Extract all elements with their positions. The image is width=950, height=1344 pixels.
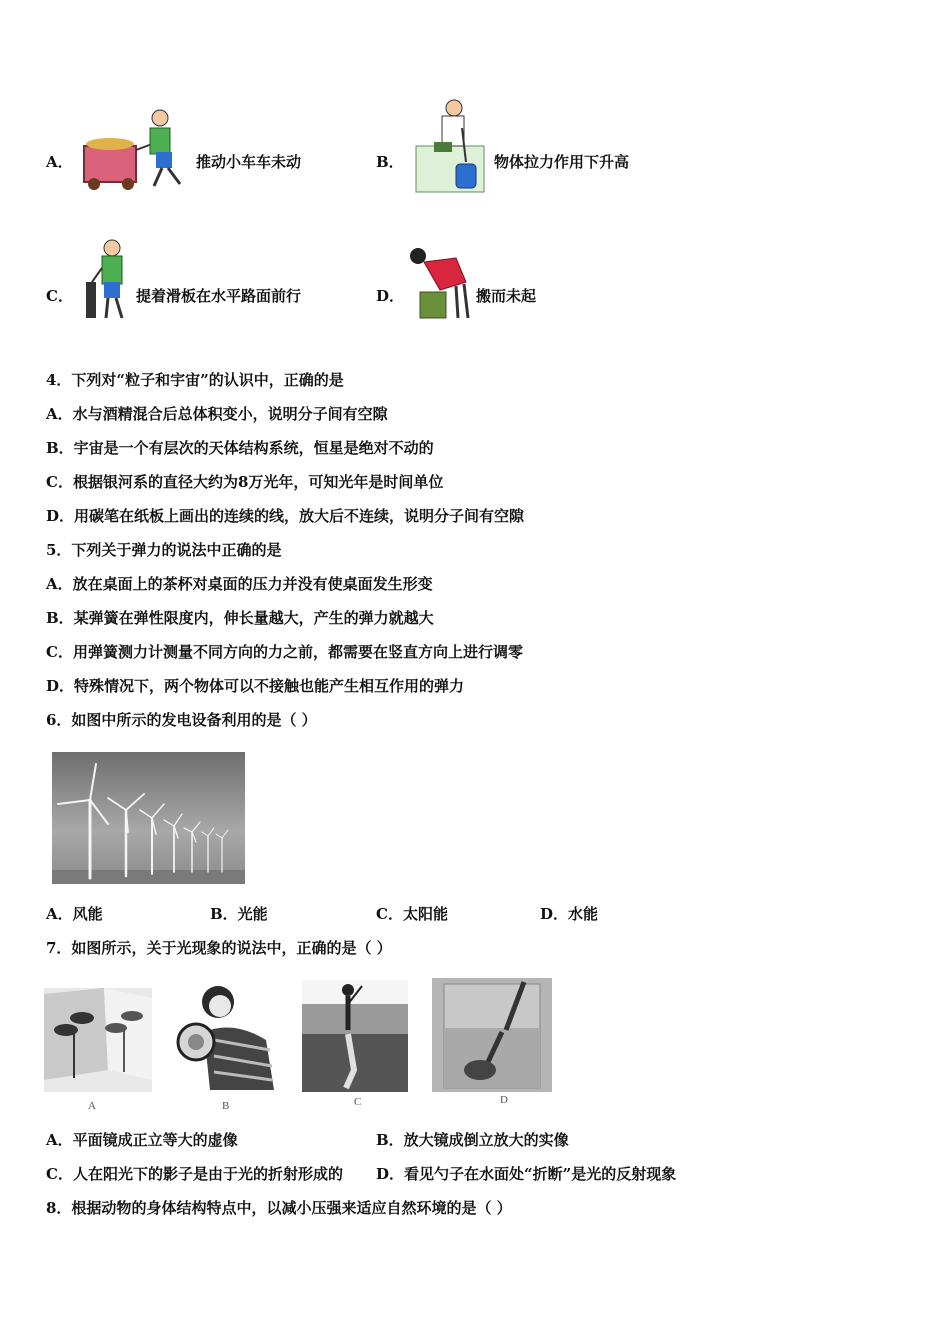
q7-stem: 7．如图所示，关于光现象的说法中，正确的是（ ） <box>46 939 392 957</box>
q3-option-b-letter: B． <box>376 153 404 171</box>
q5-option-d: D．特殊情况下，两个物体可以不接触也能产生相互作用的弹力 <box>46 677 465 695</box>
q4-option-a: A．水与酒精混合后总体积变小，说明分子间有空隙 <box>46 405 388 423</box>
q6-option-b: B．光能 <box>210 905 268 923</box>
sunlight-shadow-photo <box>302 980 408 1092</box>
q3-option-d-text: 搬而未起 <box>476 287 537 305</box>
q7-option-c: C．人在阳光下的影子是由于光的折射形成的 <box>46 1165 343 1183</box>
wind-turbines-photo <box>52 752 245 884</box>
q5-stem: 5．下列关于弹力的说法中正确的是 <box>46 541 282 559</box>
q6-option-a: A．风能 <box>46 905 103 923</box>
q5-option-a: A．放在桌面上的茶杯对桌面的压力并没有使桌面发生形变 <box>46 575 433 593</box>
mirror-plant-photo <box>44 988 152 1092</box>
magnifier-person-photo <box>174 980 278 1092</box>
q4-option-c: C．根据银河系的直径大约为8万光年，可知光年是时间单位 <box>46 473 444 491</box>
q5-option-c: C．用弹簧测力计测量不同方向的力之前，都需要在竖直方向上进行调零 <box>46 643 523 661</box>
q3-option-c-letter: C． <box>46 287 73 305</box>
q6-stem: 6．如图中所示的发电设备利用的是（ ） <box>46 711 317 729</box>
q3-option-a-letter: A． <box>46 153 73 171</box>
q3-option-b-text: 物体拉力作用下升高 <box>494 153 630 171</box>
fail-to-lift-illustration <box>406 242 476 324</box>
q7-image-label-c: C <box>354 1096 362 1108</box>
q6-option-c: C．太阳能 <box>376 905 448 923</box>
q3-option-c-text: 提着滑板在水平路面前行 <box>136 287 302 305</box>
q7-option-d: D．看见勺子在水面处“折断”是光的反射现象 <box>376 1165 677 1183</box>
q4-stem: 4．下列对“粒子和宇宙”的认识中，正确的是 <box>46 371 344 389</box>
q7-option-a: A．平面镜成正立等大的虚像 <box>46 1131 238 1149</box>
q3-option-a-text: 推动小车车未动 <box>196 153 302 171</box>
q6-option-d: D．水能 <box>540 905 599 923</box>
push-cart-illustration <box>78 104 190 194</box>
spoon-in-water-photo <box>432 978 552 1092</box>
q3-option-d-letter: D． <box>376 287 405 305</box>
lift-object-illustration <box>412 98 488 196</box>
q7-option-b: B．放大镜成倒立放大的实像 <box>376 1131 569 1149</box>
q5-option-b: B．某弹簧在弹性限度内，伸长量越大，产生的弹力就越大 <box>46 609 434 627</box>
q8-stem: 8．根据动物的身体结构特点中，以减小压强来适应自然环境的是（ ） <box>46 1199 512 1217</box>
q4-option-b: B．宇宙是一个有层次的天体结构系统，恒星是绝对不动的 <box>46 439 434 457</box>
q7-image-label-a: A <box>88 1100 96 1112</box>
q7-image-label-d: D <box>500 1094 508 1106</box>
carry-skateboard-illustration <box>80 238 136 324</box>
q7-image-label-b: B <box>222 1100 230 1112</box>
q4-option-d: D．用碳笔在纸板上画出的连续的线，放大后不连续，说明分子间有空隙 <box>46 507 525 525</box>
